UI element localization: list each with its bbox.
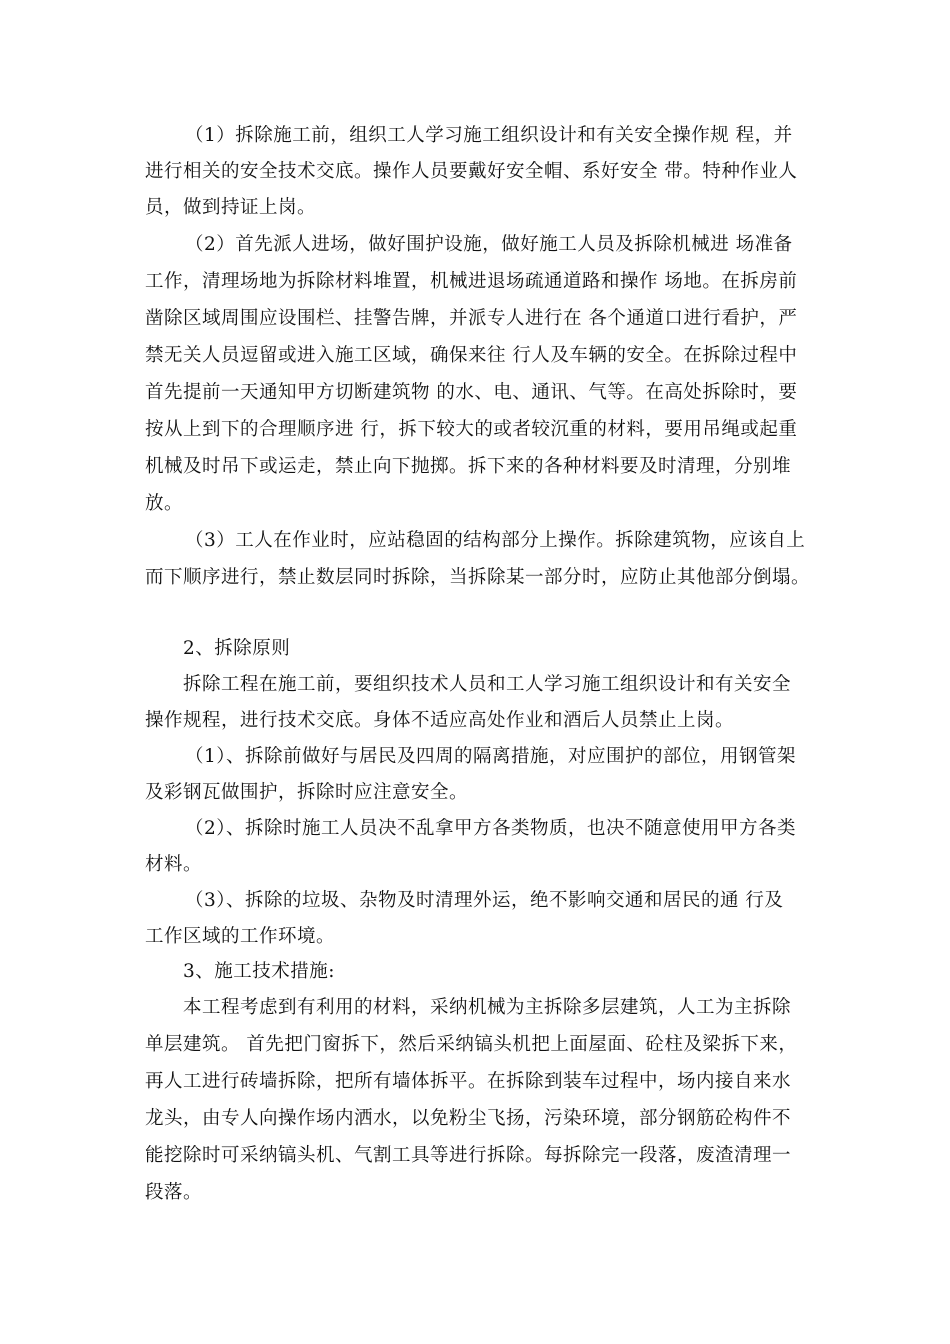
text-line: 按从上到下的合理顺序进 行，拆下较大的或者较沉重的材料，要用吊绳或起重 <box>145 419 798 440</box>
text-line: 凿除区域周围应设围栏、挂警告牌，并派专人进行在 各个通道口进行看护，严 <box>145 308 798 329</box>
text-line: 员，做到持证上岗。 <box>145 197 317 218</box>
section-heading: 3、施工技术措施: <box>183 961 336 982</box>
text-line: 能挖除时可采纳镐头机、气割工具等进行拆除。每拆除完一段落，废渣清理一 <box>145 1145 792 1166</box>
text-line: （1）拆除施工前，组织工人学习施工组织设计和有关安全操作规 程，并 <box>185 125 793 146</box>
text-line: 而下顺序进行，禁止数层同时拆除，当拆除某一部分时，应防止其他部分倒塌。 <box>145 567 811 588</box>
text-line: （2）、拆除时施工人员决不乱拿甲方各类物质，也决不随意使用甲方各类 <box>185 818 797 839</box>
text-line: 工作，清理场地为拆除材料堆置，机械进退场疏通道路和操作 场地。在拆房前 <box>145 271 798 292</box>
text-line: 进行相关的安全技术交底。操作人员要戴好安全帽、系好安全 带。特种作业人 <box>145 161 798 182</box>
text-line: （2）首先派人进场，做好围护设施，做好施工人员及拆除机械进 场准备 <box>185 234 793 255</box>
text-line: 禁无关人员逗留或进入施工区域，确保来往 行人及车辆的安全。在拆除过程中 <box>145 345 798 366</box>
text-line: 放。 <box>145 493 184 514</box>
text-line: 单层建筑。 首先把门窗拆下，然后采纳镐头机把上面屋面、砼柱及梁拆下来， <box>145 1034 798 1055</box>
text-line: 操作规程，进行技术交底。身体不适应高处作业和酒后人员禁止上岗。 <box>145 710 735 731</box>
text-line: 再人工进行砖墙拆除，把所有墙体拆平。在拆除到装车过程中，场内接自来水 <box>145 1071 792 1092</box>
text-line: 段落。 <box>145 1182 203 1203</box>
section-heading: 2、拆除原则 <box>183 638 291 659</box>
text-line: （3）工人在作业时，应站稳固的结构部分上操作。拆除建筑物，应该自上 <box>185 530 806 551</box>
text-line: （1）、拆除前做好与居民及四周的隔离措施，对应围护的部位，用钢管架 <box>185 746 797 767</box>
text-line: 龙头，由专人向操作场内洒水，以免粉尘飞扬，污染环境，部分钢筋砼构件不 <box>145 1108 792 1129</box>
text-line: 本工程考虑到有利用的材料，采纳机械为主拆除多层建筑，人工为主拆除 <box>183 997 792 1018</box>
text-line: 工作区域的工作环境。 <box>145 926 336 947</box>
text-line: 拆除工程在施工前，要组织技术人员和工人学习施工组织设计和有关安全 <box>183 674 792 695</box>
text-line: 机械及时吊下或运走，禁止向下抛掷。拆下来的各种材料要及时清理，分别堆 <box>145 456 792 477</box>
text-line: 首先提前一天通知甲方切断建筑物 的水、电、通讯、气等。在高处拆除时，要 <box>145 382 798 403</box>
text-line: （3）、拆除的垃圾、杂物及时清理外运，绝不影响交通和居民的通 行及 <box>185 890 784 911</box>
text-line: 材料。 <box>145 854 203 875</box>
text-line: 及彩钢瓦做围护，拆除时应注意安全。 <box>145 782 469 803</box>
